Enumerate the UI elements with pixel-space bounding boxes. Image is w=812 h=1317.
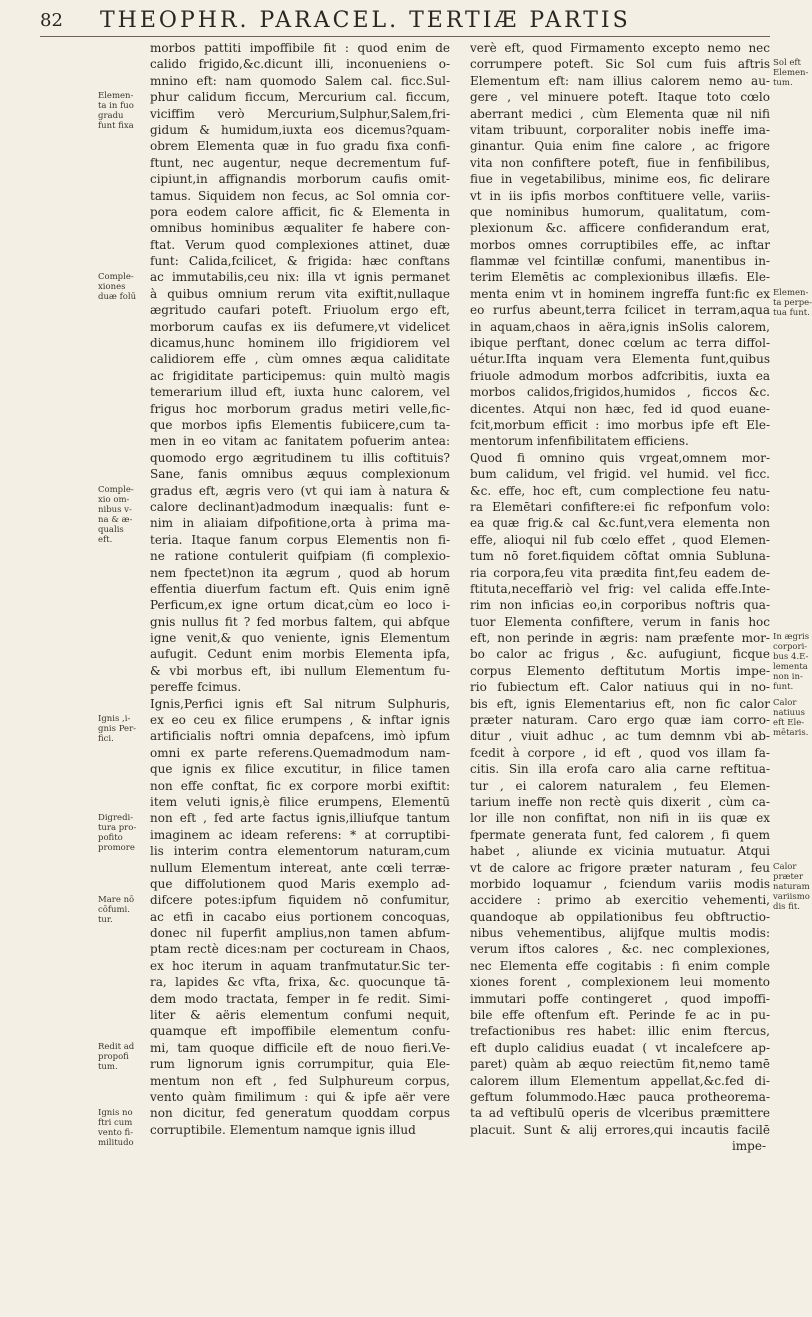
text-line: vita non confiftere poteft, fiue in fenfibilibus,	[470, 155, 770, 170]
margin-note-line: eft.	[98, 534, 113, 545]
text-line: impe-	[731, 1139, 766, 1154]
text-line: quamque eft impoffibile elementum confu-	[150, 1024, 450, 1039]
margin-note-line: na & æ-	[98, 514, 133, 525]
text-line: ea quæ frig.& cal &c.funt,vera elementa non	[470, 516, 770, 531]
text-line: que diffolutionem quod Maris exemplo ad-	[150, 876, 450, 891]
margin-note	[773, 288, 812, 318]
text-line: liter & aëris elementum confumi nequit,	[150, 1008, 450, 1023]
text-line: Sane, fanis omnibus æquus complexionum	[150, 467, 450, 482]
text-line: ftat. Verum quod complexiones attinet, duæ	[150, 237, 450, 252]
text-line: menta enim vt in hominem ingreffa funt:fic ex	[470, 286, 770, 301]
margin-note	[98, 1108, 144, 1148]
margin-note-line: lementa	[773, 662, 808, 673]
text-line: verè eft, quod Firmamento excepto nemo nec	[470, 41, 770, 55]
text-line: vitam tribuunt, corporaliter nobis ineffe ima-	[470, 122, 770, 137]
running-head: THEOPHR. PARACEL. TERTIÆ PARTIS	[100, 8, 631, 33]
text-line: xiones forent , complexionem leui momento	[470, 975, 770, 990]
page-number: 82	[40, 10, 63, 31]
text-line: ta ad veftibulū operis de vlceribus præmittere	[470, 1106, 770, 1121]
left-column	[150, 40, 450, 1138]
text-line: tamus. Siquidem non fecus, ac Sol omnia cor-	[150, 188, 450, 203]
text-line: à quibus omnium rerum vita exiftit,nullaque	[150, 286, 450, 301]
text-line: artificialis noftri omnia depafcens, imò ipfum	[150, 729, 450, 744]
margin-note-line: Comple-	[98, 484, 134, 495]
text-line: nullum Elementum intereat, ante cœli terræ-	[150, 860, 450, 875]
margin-note-line: gnis Per-	[98, 724, 137, 735]
text-line: corrumpere poteft. Sic Sol cum fuis aftris	[470, 57, 770, 72]
text-line: ac etfi in cacabo eius portionem concoquas,	[150, 909, 450, 924]
margin-note	[98, 485, 144, 545]
text-line: omnibus hominibus æqualiter fe habere con-	[150, 221, 450, 236]
text-line: eo rurfus abeunt,terra fcilicet in terram,aqua	[470, 303, 770, 318]
margin-note	[98, 895, 144, 925]
text-line: ginantur. Quia enim fine calore , ac frigore	[470, 139, 770, 154]
text-line: que morbos ipfis Elementis fubiicere,cum ta-	[150, 417, 450, 432]
margin-note-line: pofito	[98, 832, 123, 843]
margin-note-line: Calor	[773, 698, 797, 708]
text-line: rio fubiectum eft. Calor natiuus qui in no-	[470, 680, 770, 695]
text-line: ra Elemētari confiftere:ei fic refponfum volo:	[470, 499, 770, 514]
margin-note-line: duæ folū	[98, 291, 137, 302]
text-line: tarium ineffe non rectè quis dixerit , cùm ca-	[470, 794, 770, 809]
text-line: & vbi morbus eft, ibi nullum Elementum fu-	[150, 663, 450, 678]
text-line: gere , vel minuere poteft. Itaque toto cœlo	[470, 90, 770, 105]
margin-note-line: Calor	[773, 862, 797, 872]
text-line: omni ex parte referens.Quemadmodum nam-	[150, 745, 450, 760]
text-line: fcit,morbum efficit : imo morbus ipfe eft Ele-	[470, 417, 770, 432]
margin-note-line: gradu	[98, 111, 124, 122]
margin-note-line: propofi	[98, 1052, 129, 1063]
text-line: ex eo ceu ex filice erumpens , & inftar ignis	[150, 713, 450, 728]
margin-note	[98, 91, 144, 131]
text-line: vt in iis ipfis morbos conftituere velle, variis-	[470, 188, 770, 203]
margin-note-line: funt fixa	[98, 121, 134, 132]
text-line: item veluti ignis,è filice erumpens, Elementū	[150, 794, 450, 809]
margin-note	[98, 272, 144, 302]
text-line: nem fpectet)non ita ægrum , quod ab horum	[150, 565, 450, 580]
text-line: vento quàm fimilimum : qui & ipfe aër vere	[150, 1090, 450, 1104]
text-line: eft, non perinde in ægris: nam præfente mor-	[470, 631, 770, 646]
text-line: gradus eft, ægris vero (vt qui iam à natura &	[150, 483, 450, 498]
text-line: lor ille non confiftat, non nifi in iis quæ ex	[470, 811, 770, 826]
margin-note	[98, 813, 144, 853]
text-line: ptam rectè dices:nam per coctuream in Chaos,	[150, 942, 450, 957]
margin-note-line: Mare nō	[98, 894, 135, 905]
text-line: nim in aliaiam difpofitione,orta à prima ma-	[150, 516, 450, 531]
text-line: tur , ei calorem naturalem , feu Elemen-	[470, 778, 770, 793]
text-line: friuole admodum morbos adfcribitis, iuxta ea	[470, 368, 770, 383]
margin-note-line: Comple-	[98, 271, 134, 282]
margin-note	[98, 714, 144, 744]
text-line: ftunt, nec augentur, neque decrementum fuf-	[150, 155, 450, 170]
margin-note-line: cōfumi.	[98, 904, 130, 915]
text-line: morborum caufas ex iis defumere,vt videlicet	[150, 319, 450, 334]
text-line: gidum & humidum,iuxta eos dicemus?quam-	[150, 122, 450, 137]
text-line: mentum non eft , fed Sulphureum corpus,	[150, 1073, 450, 1088]
margin-note-line: Ignis no	[98, 1108, 133, 1118]
margin-note-line: Elemen-	[773, 68, 809, 79]
text-line: citis. Sin illa erofa caro alia carne reftitua-	[470, 762, 770, 777]
text-line: calido frigido,&c.dicunt illi, inconueniens o-	[150, 57, 450, 72]
text-line: paret) quàm ab æquo reiectūm fit,nemo tamē	[470, 1057, 770, 1072]
margin-note-line: Elemen-	[773, 288, 809, 298]
text-line: ex hoc iterum in aquam tranfmutatur.Sic ter-	[150, 958, 450, 973]
margin-note-line: ftri cum	[98, 1118, 133, 1128]
text-line: trefactionibus res habet: illic enim ftercus,	[470, 1024, 770, 1039]
margin-note-line: mētaris.	[773, 728, 809, 738]
margin-note-line: præter	[773, 872, 804, 882]
text-line: men in eo vitam ac fanitatem pofuerim antea:	[150, 434, 450, 449]
text-line: bo calor ac frigus , &c. aufugiunt, ficque	[470, 647, 770, 662]
margin-note-line: xiones	[98, 281, 126, 292]
text-line: viciffim verò Mercurium,Sulphur,Salem,fri-	[150, 106, 450, 121]
text-line: tum nō foret.fiquidem cōftat omnia Subluna-	[470, 549, 770, 564]
page-header	[0, 6, 800, 36]
text-line: ditur , viuit adhuc , ac tum demnm vbi ab-	[470, 729, 770, 744]
text-line: ibique perftant, donec cœlum ac terra diffol-	[470, 336, 770, 351]
text-line: pora eodem calore afficit, fic & Elementa in	[150, 204, 450, 219]
text-line: nibus vehementibus, alijfque multis modis:	[470, 926, 770, 941]
text-line: ria corpora,feu vita prædita fint,feu eadem de-	[470, 565, 770, 580]
margin-note-line: fici.	[98, 734, 114, 745]
text-line: calore declinant)admodum inæqualis: funt e-	[150, 499, 450, 514]
margin-note	[773, 862, 810, 912]
text-line: mi, tam quoque difficile eft de nouo fieri.Ve-	[150, 1040, 450, 1055]
text-line: plexionum &c. afficere confiderandum erat,	[470, 221, 770, 236]
text-line: mentorum infenfibilitatem efficiens.	[470, 434, 689, 449]
margin-note	[98, 1042, 144, 1072]
text-line: quandoque ab oppilationibus feu obftructio-	[470, 909, 770, 924]
text-line: ægritudo caufari poteft. Friuolum ergo eft,	[150, 303, 450, 318]
text-line: tuor Elementa confiftere, verum in fanis hoc	[470, 614, 770, 629]
text-line: corruptibile. Elementum namque ignis illud	[150, 1122, 416, 1137]
right-column	[470, 40, 770, 1155]
text-line: Elementum eft: nam illius calorem nemo au-	[470, 73, 770, 88]
text-line: dicamus,hunc hominem illo frigidiorem vel	[150, 336, 450, 351]
text-line: mnino eft: nam quomodo Salem cal. ficc.Sul-	[150, 73, 450, 88]
margin-note-line: tura pro-	[98, 822, 137, 833]
margin-note-line: non in-	[773, 672, 803, 683]
text-line: igne venit,& quo veniente, ignis Elementum	[150, 631, 450, 646]
text-line: non effe conftat, fic ex corpore morbi exiftit:	[150, 778, 450, 793]
text-line: difcere potes:ipfum fiquidem nō confumitur,	[150, 893, 450, 908]
margin-note-line: tum.	[773, 78, 793, 89]
text-line: morbos pattiti impoffibile fit : quod enim de	[150, 41, 450, 55]
text-line: placuit. Sunt & alij errores,qui incautis facilē	[470, 1122, 770, 1137]
text-line: Perficum,ex igne ortum dicat,cùm eo loco i-	[150, 598, 450, 613]
text-line: ftituta,neceffariò vel frig: vel calida effe.Inte-	[470, 581, 770, 596]
text-line: &c. effe, hoc eft, cum complectione feu natu-	[470, 483, 770, 498]
text-line: donec nil fuperfit amplius,non tamen abfum-	[150, 926, 450, 941]
text-line: ac immutabilis,ceu nix: illa vt ignis permanet	[150, 270, 450, 285]
text-line: rim non inficias eo,in corporibus noftris qua-	[470, 598, 770, 613]
header-rule	[40, 36, 770, 37]
text-line: terim Elemētis ac complexionibus illæfis. Ele-	[470, 270, 770, 285]
margin-note-line: qualis	[98, 524, 124, 535]
text-line: aufugit. Cedunt enim morbis Elementa ipfa,	[150, 647, 450, 662]
margin-note	[773, 698, 809, 738]
margin-note-line: tum.	[98, 1062, 118, 1073]
margin-note-line: bus 4.E-	[773, 652, 809, 663]
margin-note-line: funt.	[773, 682, 794, 693]
text-line: flammæ vel fcintillæ confumi, manentibus in-	[470, 254, 770, 269]
margin-note-line: militudo	[98, 1138, 134, 1148]
margin-note-line: promore	[98, 842, 135, 853]
text-line: phur calidum ficcum, Mercurium cal. ficcum,	[150, 90, 450, 105]
text-line: bis eft, ignis Elementarius eft, non fic calor	[470, 696, 770, 711]
margin-note-line: Redit ad	[98, 1042, 135, 1053]
text-line: ra, lapides &c vfta, frixa, &c. quocunque tā-	[150, 975, 450, 990]
text-line: vt de calore ac frigore præter naturam , feu	[470, 860, 770, 875]
text-line: effe, alioqui nil fub cœlo effet , quod Elemen-	[470, 532, 770, 547]
margin-note-line: xio om-	[98, 494, 130, 505]
margin-note-line: eft Ele-	[773, 718, 805, 728]
text-line: aberrant medici , cùm Elementa quæ nil nifi	[470, 106, 770, 121]
text-line: præter naturam. Caro ergo quæ iam corro-	[470, 713, 770, 728]
text-line: bum calidum, vel frigid. vel humid. vel ficc.	[470, 467, 770, 482]
margin-note-line: Elemen-	[98, 91, 134, 102]
text-line: funt: Calida,fcilicet, & frigida: hæc conftans	[150, 254, 450, 269]
margin-note-line: naturam	[773, 882, 810, 892]
margin-note-line: dis fit.	[773, 902, 801, 912]
margin-note-line: vento fi-	[98, 1128, 134, 1138]
text-line: in aquam,chaos in aëra,ignis inSolis calorem,	[470, 319, 770, 334]
text-line: geftum folummodo.Hæc pauca protheorema-	[470, 1090, 770, 1104]
text-line: cipiunt,in affignandis morborum caufis omit-	[150, 172, 450, 187]
text-line: nec Elementa effe cogitabis : fi enim comple	[470, 958, 770, 973]
margin-note-line: Digredi-	[98, 812, 134, 823]
text-line: quomodo ergo ægritudinem tu illis coftituis?	[150, 450, 450, 465]
text-line: habet , aliunde ex vicinia mutuatur. Atqui	[470, 844, 770, 859]
margin-note-line: Ignis ,i-	[98, 714, 131, 725]
text-line: morbos calidos,frigidos,humidos , ficcos &c.	[470, 385, 770, 400]
text-line: gnis nullus fit ? fed morbus faltem, qui abfque	[150, 614, 450, 629]
text-line: que nominibus humorum, qualitatum, com-	[470, 204, 770, 219]
margin-note-line: variismo	[773, 892, 810, 902]
margin-note-line: nibus v-	[98, 504, 132, 515]
text-line: frigus hoc morborum gradus metiri velle,fic-	[150, 401, 450, 416]
text-line: accidere : primo ab exercitio vehementi,	[470, 893, 770, 908]
text-line: Quod fi omnino quis vrgeat,omnem mor-	[470, 450, 770, 465]
text-line: fcedit à corpore , id eft , quod vos illam fa-	[470, 745, 770, 760]
text-line: lis interim contra elementorum naturam,cum	[150, 844, 450, 859]
text-line: dicentes. Atqui non hæc, fed id quod euane-	[470, 401, 770, 416]
text-line: ac frigiditate participemus: quin multò magis	[150, 368, 450, 383]
text-line: rum lignorum ignis corrumpitur, quia Ele-	[150, 1057, 450, 1072]
text-line: ne ratione contulerit quifpiam (fi complexio-	[150, 549, 450, 564]
margin-note-line: Sol eft	[773, 58, 801, 69]
margin-note-line: ta perpe-	[773, 298, 812, 308]
text-line: eft duplo calidius euadat ( vt incalefcere ap-	[470, 1040, 770, 1055]
text-line: corpus Elemento deftitutum Mortis impe-	[470, 663, 770, 678]
margin-note-line: In ægris	[773, 632, 810, 643]
text-line: temerarium illud eft, iuxta hunc calorem, vel	[150, 385, 450, 400]
text-line: morbido loquamur , fciendum variis modis	[470, 876, 770, 891]
text-line: non eft , fed arte factus ignis,illiufque tantum	[150, 811, 450, 826]
text-line: teria. Itaque fanum corpus Elementis non fi-	[150, 532, 450, 547]
margin-note-line: corpori-	[773, 642, 808, 653]
text-line: non dicitur, fed generatum quoddam corpus	[150, 1106, 450, 1121]
text-line: uétur.Ifta inquam vera Elementa funt,quibus	[470, 352, 770, 367]
text-line: bile effe oftenfum eft. Perinde fe ac in pu-	[470, 1008, 770, 1023]
margin-note-line: natiuus	[773, 708, 805, 718]
text-line: calidiorem effe , cùm omnes æqua caliditate	[150, 352, 450, 367]
text-line: Ignis,Perfici ignis eft Sal nitrum Sulphuris,	[150, 696, 450, 711]
text-line: verum iftos calores , &c. nec complexiones,	[470, 942, 770, 957]
margin-note-line: tur.	[98, 914, 113, 925]
text-line: fpermate generata funt, fed calorem , fi quem	[470, 827, 770, 842]
text-line: imaginem ac ideam referens: * at corruptibi-	[150, 827, 450, 842]
text-line: immutari poffe contingeret , quod impoffi-	[470, 991, 770, 1006]
text-line: que ignis ex filice excutitur, in filice tamen	[150, 762, 450, 777]
margin-note	[773, 632, 810, 693]
text-line: pereffe fcimus.	[150, 680, 242, 695]
margin-note-line: tua funt.	[773, 308, 810, 318]
text-line: calorem illum Elementum appellat,&c.fed di-	[470, 1073, 770, 1088]
text-line: obrem Elementa quæ in fuo gradu fixa confi-	[150, 139, 450, 154]
margin-note	[773, 58, 809, 89]
text-line: morbos omnes corruptibiles effe, ac inftar	[470, 237, 770, 252]
text-line: fiue in vegetabilibus, minime eos, fic delirare	[470, 172, 770, 187]
text-line: effentia diuerfum factum eft. Quis enim ignē	[150, 581, 450, 596]
text-line: dem modo tractata, femper in fe redit. Simi-	[150, 991, 450, 1006]
margin-note-line: ta in fuo	[98, 101, 134, 112]
